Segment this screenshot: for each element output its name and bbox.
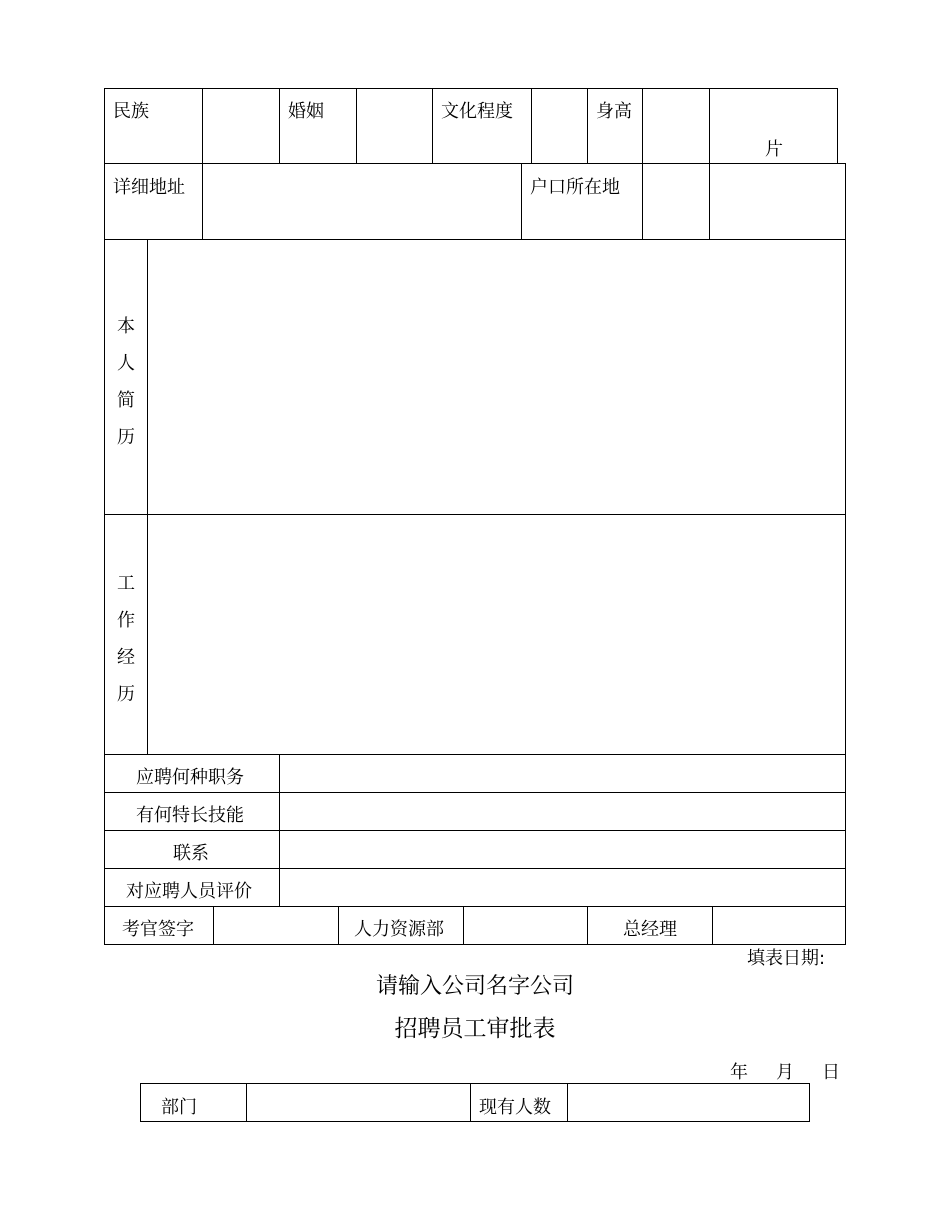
- address-label: 详细地址: [113, 177, 185, 198]
- ethnicity-label: 民族: [113, 101, 149, 122]
- work-char: 工: [117, 573, 135, 594]
- year-label: 年: [730, 1062, 748, 1083]
- form-title: 招聘员工审批表: [394, 1016, 556, 1042]
- resume-char: 历: [117, 427, 135, 448]
- headcount-label: 现有人数: [479, 1097, 551, 1118]
- company-name: 请输入公司名字公司: [375, 974, 574, 999]
- height-label: 身高: [596, 101, 632, 122]
- general-manager-label: 总经理: [623, 919, 677, 940]
- photo-label: 片: [765, 139, 783, 160]
- resume-label: [104, 308, 148, 456]
- skills-label: 有何特长技能: [136, 805, 244, 826]
- work-char: 经: [117, 647, 135, 668]
- contact-label: 联系: [173, 843, 209, 864]
- resume-char: 简: [117, 390, 135, 411]
- resume-char: 本: [117, 316, 135, 337]
- education-label: 文化程度: [441, 101, 513, 122]
- month-label: 月: [776, 1062, 794, 1083]
- resume-char: 人: [117, 353, 135, 374]
- work-char: 历: [117, 684, 135, 705]
- hr-label: 人力资源部: [354, 919, 444, 940]
- examiner-signature-label: 考官签字: [122, 919, 194, 940]
- work-experience-label: [104, 565, 148, 713]
- fill-date-label: 填表日期:: [747, 948, 826, 969]
- day-label: 日: [822, 1062, 840, 1083]
- marriage-label: 婚姻: [288, 101, 324, 122]
- evaluation-label: 对应聘人员评价: [126, 881, 252, 902]
- work-char: 作: [117, 610, 135, 631]
- position-label: 应聘何种职务: [136, 767, 244, 788]
- hukou-label: 户口所在地: [530, 177, 620, 198]
- department-label: 部门: [161, 1097, 197, 1118]
